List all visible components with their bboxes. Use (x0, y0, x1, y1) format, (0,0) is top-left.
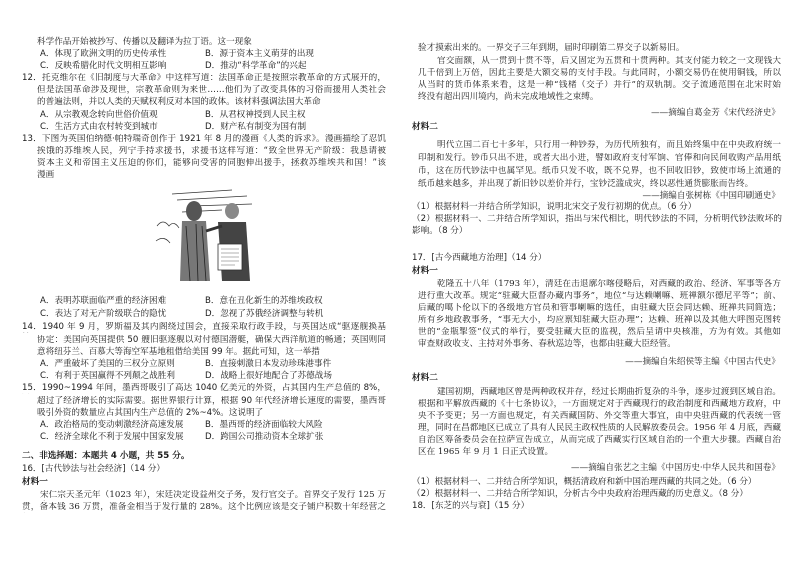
material-text: 区在 1965 年 9 月 1 日正式设置。 (418, 447, 554, 457)
material-text: 贯，备本钱 36 万贯，准备金相当于发行量的 28%。这个比例应该是交子铺户积数十年经营之 (22, 502, 386, 512)
material-text: 明代立国二百七十多年，只行用一种钞券，为历代所独有，而且始终集中在中央政府统一 (437, 140, 781, 150)
material-text: 后藏的噶卜伦以下的各级地方官员和管事喇嘛的选任，由驻藏大臣会同达赖、班禅共同简选； (418, 303, 781, 313)
material-source: ——摘编自张树栋《中国印刷通史》 (642, 191, 780, 201)
material-label: 材料二 (412, 373, 438, 383)
material-text: 从当时的货币体系来看，这是一种“钱楮（交子）并行”的双轨制。交子流通范围在北宋时始 (418, 80, 781, 90)
q11-option-d: D．推动“科学革命”的兴起 (205, 61, 307, 71)
q15-stem: 吸引外资的数量应占其国内生产总值的 2%~4%。这说明了 (37, 408, 264, 418)
q12-option-a: A．从宗教观念转向世俗价值观 (40, 110, 158, 120)
q14-option-d: D．战略上很好地配合了苏德战场 (205, 371, 332, 381)
material-source: ——摘编自葛金芳《宋代经济史》 (651, 108, 780, 118)
material-text: 央不予变更；另一方面也规定，有关西藏国防、外交等重大事宜，由中央驻西藏的代表统一管 (418, 411, 781, 421)
q15-option-c: C．经济全球化不利于发展中国家发展 (40, 432, 184, 442)
q13-stem: 资本主义和帝国主义压迫的你们，能够向受害的同胞伸出援手，拯救苏维埃共和国！”该 (37, 158, 386, 168)
material-text: 理，同时在昌都地区已成立了具有人民民主政权性质的人民解放委员会。1956 年 4 月底，西藏 (418, 423, 781, 433)
q12-option-c: C．生活方式由农村转变到城市 (40, 122, 158, 132)
q13-option-d: D．忽视了苏俄经济调整与转机 (205, 309, 324, 319)
q13-stem: 挨饿的苏维埃人民，列宁手持求援书，求援书这样写道：“致全世界无产阶级：我恳请被 (37, 146, 386, 156)
q16-title: 16．[古代钞法与社会经济]（14 分） (22, 464, 166, 474)
q13-stem: 漫画 (37, 170, 55, 180)
q12-stem: 12．托克维尔在《旧制度与大革命》中这样写道：法国革命正是按照宗教革命的方式展开的， (22, 73, 386, 83)
material-text: 终没有超出四川境内，尚未完成地域性之束缚。 (418, 92, 599, 102)
q14-stem: 意将纽芬兰、百慕大等海空军基地租借给美国 99 年。据此可知，这一举措 (37, 347, 320, 357)
q13-option-c: C．表达了对无产阶级联合的隐忧 (40, 309, 167, 319)
q18-title: 18．[东芝的兴与衰]（15 分） (412, 501, 530, 511)
material-text: 币，这在历代钞法中也属罕见。纸币只发不收，既不兑界，也不回收旧钞，致使市场上流通的 (418, 166, 781, 176)
q14-option-a: A．严重破坏了美国的三权分立原则 (40, 359, 175, 369)
material-text: 纸币越来越多，并出现了新旧钞以差价并行，宝钞泛滥成灾，终以恶性通货膨胀而告终。 (418, 179, 754, 189)
q15-stem: 超过了经济增长的实际需要。据世界银行计算，根据 90 年代经济增长速度的需要，墨西哥 (37, 396, 386, 406)
q13-option-a: A．表明苏联面临严重的经济困难 (40, 296, 167, 306)
q13-stem: 13．下图为英国伯纳德·帕特瑞奇创作于 1921 年 8 月的漫画《人类的诉求》。漫画描绘了忍饥 (22, 134, 386, 144)
q14-option-b: B．直接刺激日本发动珍珠港事件 (205, 359, 332, 369)
q11-option-c: C．反映希腊化时代文明相互影响 (40, 61, 167, 71)
material-text: 几千倍到上万倍，因此主要是大额交易的支付手段。与此同时，小额交易仍在使用铜钱，所以 (418, 68, 781, 78)
material-text: 所有乡地政教事务，“事无大小，均应禀知驻藏大臣办理”；达赖、班禅以及其他大呼图克图转 (418, 315, 781, 325)
material-text: 宋仁宗天圣元年（1023 年），宋廷决定设益州交子务，发行官交子。首界交子发行 125 万 (40, 490, 386, 500)
q14-stem: 协定：美国向英国提供 50 艘旧驱逐舰以对付德国潜艇，确保大西洋航道的畅通；英国则同 (37, 335, 386, 345)
material-text: 自治区筹备委员会在拉萨宣告成立，从而完成了西藏实行区域自治的一个重大步骤。西藏自治 (418, 435, 781, 445)
q17-subquestion-1: （1）根据材料一、二并结合所学知识，概括清政府和新中国治理西藏的共同之处。（6 分） (412, 477, 757, 487)
material-text: 印制和发行。钞币只出不进，或者大出小进，譬如政府支付军饷、官俸和向民间收购产品用纸 (418, 153, 781, 163)
q12-stem: 的普遍法则，并以人类的天赋权利反对本国的政体。该材料强调法国大革命 (37, 97, 321, 107)
q15-option-d: D．跨国公司推动资本全球扩张 (205, 432, 324, 442)
material-text: 世的“金瓶掣签”仪式的举行，要受驻藏大臣的监视，然后呈请中央核准，方为有效。其他如 (418, 327, 781, 337)
material-text: 乾隆五十八年（1793 年），清廷在击退廓尔喀侵略后，对西藏的政治、经济、军事等各方 (437, 279, 781, 289)
material-text: 审查财政收支、主持对外事务、春秋巡边等，也都由驻藏大臣经管。 (418, 339, 676, 349)
material-label: 材料二 (412, 122, 438, 132)
material-text: 建国初期，西藏地区曾是两种政权并存，经过长期曲折复杂的斗争，逐步过渡到区域自治。 (437, 387, 781, 397)
material-text: 官交面额，从一贯到十贯不等，后又固定为五贯和十贯两种。其支付能力较之一文现钱大 (437, 56, 781, 66)
q12-option-d: D．财产私有制变为国有制 (205, 122, 307, 132)
q15-option-b: B．墨西哥的经济面临较大风险 (205, 420, 323, 430)
q11-option-a: A．体现了欧洲文明的历史传承性 (40, 49, 167, 59)
q12-option-b: B．从君权神授到人民主权 (205, 110, 306, 120)
material-text: 验才摸索出来的。一界交子三年到期，届时印刷第二界交子以新易旧。 (418, 43, 685, 53)
q14-stem: 14．1940 年 9 月，罗斯福及其内阁绕过国会，直接采取行政手段，与英国达成“驱逐舰换基 (22, 322, 386, 332)
material-text: 根据和平解放西藏的《十七条协议》，一方面规定对于西藏现行的政治制度和西藏地方政府，中 (418, 399, 781, 409)
section-heading: 二、非选择题：本题共 4 小题，共 55 分。 (22, 451, 190, 461)
material-label: 材料一 (22, 477, 48, 487)
cartoon-image (152, 186, 270, 292)
q15-option-a: A．政治格局的变动刺激经济高速发展 (40, 420, 184, 430)
q13-option-b: B．意在丑化新生的苏维埃政权 (205, 296, 323, 306)
q17-subquestion-2: （2）根据材料一、二并结合所学知识，分析古今中央政府治理西藏的历史意义。（8 分） (412, 489, 748, 499)
material-label: 材料一 (412, 266, 438, 276)
material-text: 进行重大改革。规定“驻藏大臣督办藏内事务”，地位“与达赖喇嘛、班禅额尔德尼平等”；前、 (418, 291, 781, 301)
q14-option-c: C．有利于英国赢得不列颠之战胜利 (40, 371, 175, 381)
q16-subquestion-2: （2）根据材料一、二并结合所学知识，指出与宋代相比，明代钞法的不同，分析明代钞法败坏的 (412, 214, 782, 224)
q11-option-b: B．源于资本主义萌芽的出现 (205, 49, 315, 59)
q16-subquestion-2: 影响。（8 分） (412, 226, 468, 236)
q15-stem: 15．1990~1994 年间，墨西哥吸引了高达 1040 亿美元的外资，占其国内生产总值的 8%， (22, 383, 386, 393)
q16-subquestion-1: （1）根据材料一并结合所学知识，说明北宋交子发行初期的优点。（6 分） (412, 202, 697, 212)
material-source: ——摘编自朱绍侯等主编《中国古代史》 (625, 357, 780, 367)
q17-title: 17．[古今西藏地方治理]（14 分） (412, 253, 547, 263)
material-source: ——摘编自张艺之主编《中国历史·中华人民共和国卷》 (571, 463, 780, 473)
q11-stem-tail: 科学作品开始被抄写、传播以及翻译为拉丁语。这一现象 (37, 37, 252, 47)
q12-stem: 但是法国革命涉及现世，宗教革命则为来世……他们为了改变具体的习俗而援用人类社会 (37, 85, 386, 95)
